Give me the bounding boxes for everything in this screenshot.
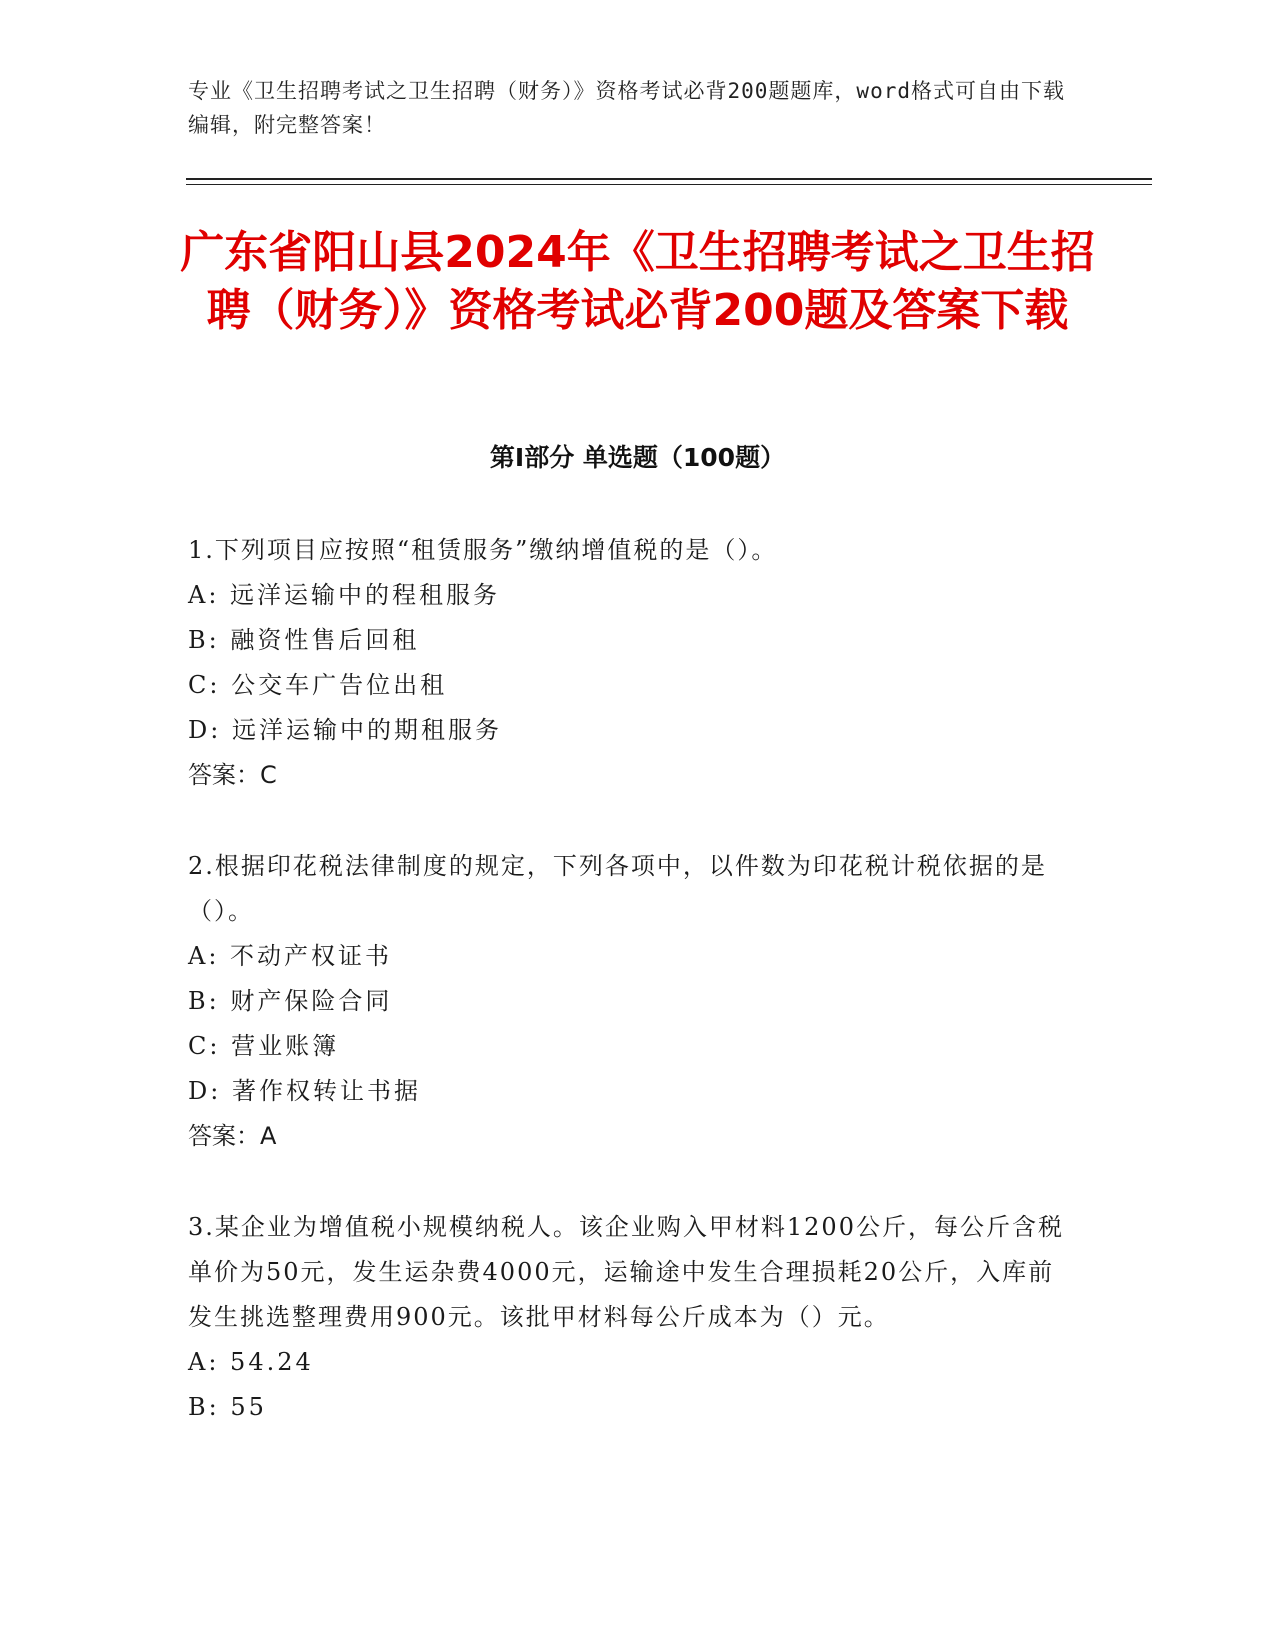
answer: 答案：A bbox=[188, 1122, 277, 1150]
question-list bbox=[188, 528, 1078, 1430]
question-block bbox=[188, 528, 1078, 798]
option-b: B: 财产保险合同 bbox=[188, 987, 393, 1015]
header-divider-thin bbox=[186, 184, 1152, 185]
option-d: D: 远洋运输中的期租服务 bbox=[188, 716, 502, 744]
option-a: A: 54.24 bbox=[188, 1348, 314, 1376]
question-text: 1.下列项目应按照“租赁服务”缴纳增值税的是（）。 bbox=[188, 536, 778, 564]
question-spacer bbox=[188, 1159, 1078, 1205]
option-b: B: 55 bbox=[188, 1393, 267, 1421]
question-block bbox=[188, 1205, 1078, 1430]
section-title: 第Ⅰ部分 单选题（100题） bbox=[489, 443, 786, 472]
question-block bbox=[188, 844, 1078, 1159]
option-a: A: 不动产权证书 bbox=[188, 942, 393, 970]
option-d: D: 著作权转让书据 bbox=[188, 1077, 421, 1105]
header-note: 专业《卫生招聘考试之卫生招聘（财务）》资格考试必背200题题库，word格式可自由下载编辑，附完整答案！ bbox=[188, 79, 1065, 137]
answer: 答案：C bbox=[188, 761, 277, 789]
question-text: 3.某企业为增值税小规模纳税人。该企业购入甲材料1200公斤，每公斤含税单价为50元，发生运杂费4000元，运输途中发生合理损耗20公斤，入库前发生挑选整理费用900元。该批甲材料每公斤成本为（）元。 bbox=[188, 1213, 1064, 1331]
option-c: C: 公交车广告位出租 bbox=[188, 671, 448, 699]
option-c: C: 营业账簿 bbox=[188, 1032, 340, 1060]
question-spacer bbox=[188, 798, 1078, 844]
option-b: B: 融资性售后回租 bbox=[188, 626, 420, 654]
document-title: 广东省阳山县2024年《卫生招聘考试之卫生招聘（财务）》资格考试必背200题及答案下载 bbox=[180, 227, 1095, 336]
question-text: 2.根据印花税法律制度的规定，下列各项中，以件数为印花税计税依据的是（）。 bbox=[188, 852, 1047, 925]
header-divider bbox=[186, 178, 1152, 180]
option-a: A: 远洋运输中的程租服务 bbox=[188, 581, 501, 609]
